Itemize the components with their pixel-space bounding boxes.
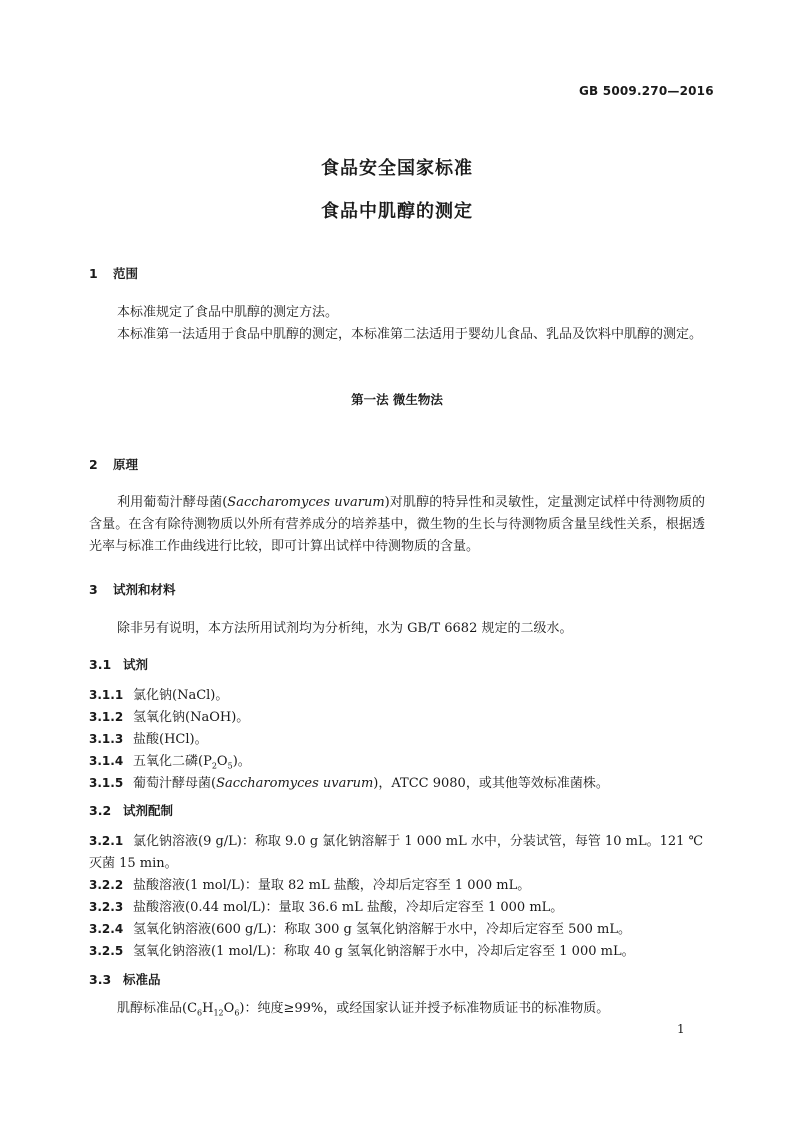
item-text: O xyxy=(216,754,228,769)
paragraph-reagents-note xyxy=(89,618,705,640)
subsection-heading-preparation xyxy=(89,801,173,819)
section-number: 3.3 xyxy=(89,972,112,987)
item-text: 盐酸(HCl)。 xyxy=(133,732,208,747)
organism-name: Saccharomyces uvarum xyxy=(227,495,385,510)
section-number: 2 xyxy=(89,457,98,472)
item-number: 3.1.5 xyxy=(89,776,124,790)
item-text: )，ATCC 9080，或其他等效标准菌株。 xyxy=(373,776,609,791)
subscript: 12 xyxy=(213,1008,224,1018)
subscript: 5 xyxy=(227,761,233,771)
item-text: 氢氧化钠溶液(1 mol/L)：称取 40 g 氢氧化钠溶解于水中，冷却后定容至 1 000 mL。 xyxy=(133,944,635,959)
paragraph-scope-1 xyxy=(89,302,705,324)
subsection-heading-standard xyxy=(89,970,161,988)
item-text: 氢氧化钠溶液(600 g/L)：称取 300 g 氢氧化钠溶解于水中，冷却后定容至 500 mL。 xyxy=(133,922,631,937)
page-number: 1 xyxy=(677,1022,685,1036)
section-number: 3 xyxy=(89,582,98,597)
item-text: 五氧化二磷(P xyxy=(133,754,212,769)
subsection-heading-reagents xyxy=(89,655,148,673)
list-item xyxy=(89,750,251,771)
item-number: 3.2.1 xyxy=(89,834,124,848)
standard-code: GB 5009.270—2016 xyxy=(579,84,714,98)
text-run: )：纯度≥99%，或经国家认证并授予标准物质证书的标准物质。 xyxy=(239,1001,610,1016)
item-text: 葡萄汁酵母菌( xyxy=(133,776,217,791)
list-item xyxy=(89,684,228,703)
section-title: 范围 xyxy=(113,266,139,281)
document-title: 食品安全国家标准 xyxy=(321,158,473,179)
item-number: 3.2.3 xyxy=(89,900,124,914)
list-item xyxy=(89,706,249,725)
item-number: 3.2.2 xyxy=(89,878,124,892)
section-title: 试剂 xyxy=(123,657,149,672)
paragraph-principle xyxy=(89,492,705,558)
item-number: 3.1.3 xyxy=(89,732,124,746)
item-text: 氢氧化钠(NaOH)。 xyxy=(133,710,250,725)
section-number: 3.2 xyxy=(89,803,112,818)
item-text: )。 xyxy=(232,754,251,769)
item-text: 盐酸溶液(1 mol/L)：量取 82 mL 盐酸，冷却后定容至 1 000 mL。 xyxy=(133,878,531,893)
paragraph-scope-2 xyxy=(89,324,705,346)
item-text: 氯化钠溶液(9 g/L)：称取 9.0 g 氯化钠溶解于 1 000 mL 水中，分装试管，每管 10 mL。121 ℃灭菌 15 min。 xyxy=(89,834,704,871)
text-run: 利用葡萄汁酵母菌( xyxy=(117,495,228,510)
list-item xyxy=(89,874,530,893)
text-run: )对肌醇的特异性和灵敏性，定量测定试样中待测物质的含量。在含有除待测物质以外所有营养成分的培养基中，微生物的生长与待测物质含量呈线性关系，根据透光率与标准工作曲线进行比较，即可计算出试样中待测物质的含量。 xyxy=(89,495,705,554)
list-item xyxy=(89,896,563,915)
text-run: O xyxy=(223,1001,235,1016)
paragraph-text: 除非另有说明，本方法所用试剂均为分析纯，水为 GB/T 6682 规定的二级水。 xyxy=(117,621,573,636)
section-title: 标准品 xyxy=(123,972,161,987)
section-number: 3.1 xyxy=(89,657,112,672)
section-heading-reagents xyxy=(89,580,176,598)
item-number: 3.2.4 xyxy=(89,922,124,936)
organism-name: Saccharomyces uvarum xyxy=(216,776,374,791)
item-number: 3.1.1 xyxy=(89,688,124,702)
paragraph-standard xyxy=(89,998,705,1025)
subscript: 6 xyxy=(197,1008,203,1018)
item-number: 3.2.5 xyxy=(89,944,124,958)
document-subtitle: 食品中肌醇的测定 xyxy=(321,201,473,222)
subscript: 2 xyxy=(211,761,217,771)
list-item xyxy=(89,772,609,791)
section-number: 1 xyxy=(89,266,98,281)
section-title: 试剂配制 xyxy=(123,803,174,818)
paragraph-text: 本标准规定了食品中肌醇的测定方法。 xyxy=(117,305,339,320)
list-item xyxy=(89,918,631,937)
item-number: 3.1.2 xyxy=(89,710,124,724)
section-title: 试剂和材料 xyxy=(113,582,176,597)
list-item xyxy=(89,728,208,747)
list-item xyxy=(89,830,705,875)
text-run: H xyxy=(202,1001,214,1016)
paragraph-text: 本标准第一法适用于食品中肌醇的测定，本标准第二法适用于婴幼儿食品、乳品及饮料中肌醇的测定。 xyxy=(117,327,703,342)
subscript: 6 xyxy=(234,1008,240,1018)
item-text: 氯化钠(NaCl)。 xyxy=(133,688,229,703)
text-run: 肌醇标准品(C xyxy=(117,1001,198,1016)
section-title: 原理 xyxy=(113,457,139,472)
method-heading: 第一法 微生物法 xyxy=(351,392,443,407)
section-heading-scope xyxy=(89,264,138,282)
item-text: 盐酸溶液(0.44 mol/L)：量取 36.6 mL 盐酸，冷却后定容至 1 000 mL。 xyxy=(133,900,564,915)
item-number: 3.1.4 xyxy=(89,754,124,768)
section-heading-principle xyxy=(89,455,138,473)
list-item xyxy=(89,940,635,959)
